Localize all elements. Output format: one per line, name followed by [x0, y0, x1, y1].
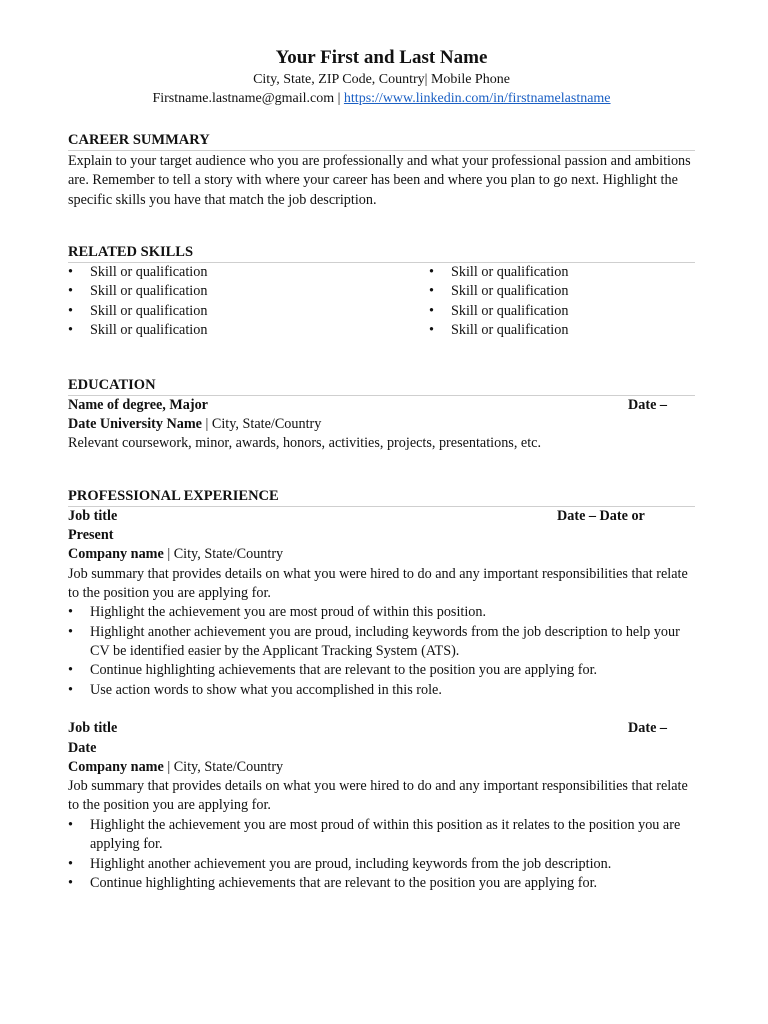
resume-header — [68, 46, 695, 108]
job-title: Job title — [68, 507, 118, 524]
achievement-item: • Continue highlighting achievements that are relevant to the position you are applying for. — [68, 661, 695, 680]
job-date: Date – — [628, 720, 668, 737]
skill-item: • Skill or qualification — [429, 282, 729, 301]
university-location: | City, State/Country — [201, 416, 322, 433]
job-summary: Job summary that provides details on what you were hired to do and any important responsibilities that relate to the position you are applying for. — [68, 565, 688, 601]
degree-date: Date – — [628, 396, 668, 413]
achievement-item: • Highlight another achievement you are proud, including keywords from the job description. — [68, 855, 695, 874]
job-date-continued: Date — [68, 739, 97, 756]
company-name: Company name — [68, 758, 164, 775]
achievement-item: • Highlight another achievement you are proud, including keywords from the job description to help your CV be identified easier by the Applicant Tracking System (ATS). — [68, 623, 695, 662]
location-phone-line: City, State, ZIP Code, Country| Mobile Phone — [253, 72, 510, 87]
education-details: Relevant coursework, minor, awards, honors, activities, projects, presentations, etc. — [68, 435, 542, 452]
job-title: Job title — [68, 720, 118, 737]
company-location: | City, State/Country — [163, 546, 284, 563]
candidate-name: Your First and Last Name — [275, 47, 488, 68]
job-entry — [68, 719, 695, 893]
skills-list-right — [429, 263, 729, 341]
job-date: Date – Date or — [557, 507, 645, 524]
achievement-item: • Continue highlighting achievements that are relevant to the position you are applying for. — [68, 874, 695, 893]
education-section — [68, 376, 695, 454]
career-summary-heading: CAREER SUMMARY — [68, 131, 695, 151]
degree-name: Name of degree, Major — [68, 396, 208, 413]
skills-list-left — [68, 263, 368, 341]
company-line — [68, 758, 695, 777]
resume-page — [68, 46, 695, 893]
email-linkedin-line — [68, 89, 695, 108]
skill-item: • Skill or qualification — [68, 282, 368, 301]
job-achievements — [68, 603, 695, 700]
job-date-continued: Present — [68, 527, 114, 544]
linkedin-link[interactable]: https://www.linkedin.com/in/firstnamelastname — [343, 91, 611, 106]
education-heading: EDUCATION — [68, 376, 695, 396]
skill-item: • Skill or qualification — [429, 302, 729, 321]
achievement-item: • Highlight the achievement you are most proud of within this position. — [68, 603, 695, 622]
experience-heading: PROFESSIONAL EXPERIENCE — [68, 487, 695, 507]
achievement-item: • Use action words to show what you accomplished in this role. — [68, 681, 695, 700]
company-line — [68, 545, 695, 564]
university-line — [68, 415, 695, 434]
email-text: Firstname.lastname@gmail.com — [152, 91, 335, 106]
career-summary-text: Explain to your target audience who you are professionally and what your professional passion and ambitions are. Remember to tell a story with where your career has been and where you plan to go next. Highlight the specific skills you have that match the job description. — [68, 153, 691, 208]
job-achievements — [68, 816, 695, 894]
job-title-row — [68, 507, 695, 526]
achievement-item: • Highlight the achievement you are most proud of within this position as it relates to the position you are applying for. — [68, 816, 695, 855]
contact-separator: | — [334, 91, 344, 106]
skill-item: • Skill or qualification — [68, 302, 368, 321]
related-skills-section — [68, 243, 695, 343]
skill-item: • Skill or qualification — [429, 263, 729, 282]
skills-columns — [68, 263, 695, 343]
job-title-row — [68, 719, 695, 738]
related-skills-heading: RELATED SKILLS — [68, 243, 695, 263]
degree-row — [68, 396, 695, 415]
experience-section — [68, 487, 695, 894]
skill-item: • Skill or qualification — [68, 263, 368, 282]
company-location: | City, State/Country — [163, 758, 284, 775]
skill-item: • Skill or qualification — [68, 321, 368, 340]
company-name: Company name — [68, 546, 164, 563]
job-entry — [68, 507, 695, 701]
career-summary-section — [68, 131, 695, 210]
university-name: Date University Name — [68, 416, 202, 433]
job-summary: Job summary that provides details on what you were hired to do and any important responsibilities that relate to the position you are applying for. — [68, 778, 688, 814]
skill-item: • Skill or qualification — [429, 321, 729, 340]
